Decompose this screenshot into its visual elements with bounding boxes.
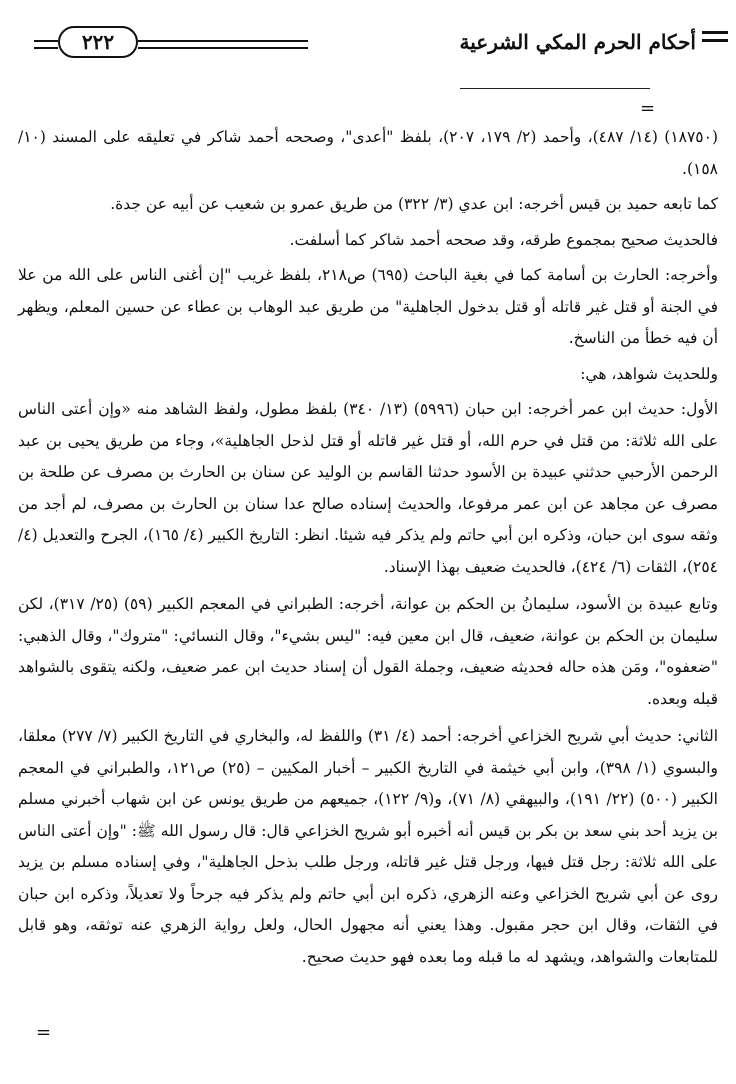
footnote-continuation-marker: = bbox=[640, 98, 656, 119]
paragraph: وللحديث شواهد، هي: bbox=[580, 364, 718, 383]
page-header bbox=[0, 0, 736, 80]
running-title: أحكام الحرم المكي الشرعية bbox=[459, 30, 696, 54]
page-number: ٢٢٢ bbox=[58, 26, 138, 58]
footnote-body bbox=[18, 122, 718, 977]
paragraph: وأخرجه: الحارث بن أسامة كما في بغية الباحث (٦٩٥) ص٢١٨، بلفظ غريب "إن أغنى الناس على الله من علا في الجنة أو قتل غير قاتله أو قتل بدخول الجاهلية" من طريق عبد الوهاب بن عطاء عن حسين المعلم، ويظهر أن فيه خطأ من الناسخ. bbox=[18, 266, 718, 347]
paragraph: وتابع عبيدة بن الأسود، سليمانُ بن الحكم بن عوانة، أخرجه: الطبراني في المعجم الكبير (٥٩) (٢٥/ ٣١٧)، لكن سليمان بن الحكم بن عوانة، ضعيف، قال ابن معين فيه: "ليس بشيء"، وقال النسائي: "متروك"، وقال الذهبي: "ضعفوه"، ومَن هذه حاله فحديثه ضعيف، وجملة القول أن إسناد حديث ابن عمر ضعيف، ولكنه يتقوى بالشواهد قبله وبعده. bbox=[18, 595, 718, 708]
paragraph: فالحديث صحيح بمجموع طرقه، وقد صححه أحمد شاكر كما أسلفت. bbox=[289, 230, 718, 249]
footnote-separator bbox=[460, 88, 650, 89]
paragraph: الأول: حديث ابن عمر أخرجه: ابن حبان (٥٩٩٦) (١٣/ ٣٤٠) بلفظ مطول، ولفظ الشاهد منه «وإن أعتى الناس على الله ثلاثة: من قتل في حرم الله، أو قتل غير قاتله أو قتل لذحل الجاهلية»، وجاء من طريق يحيى بن عبد الرحمن الأرحبي حدثني عبيدة بن الأسود حدثنا القاسم بن الوليد عن سنان بن الحارث بن مصرف عن طلحة بن مصرف عن مجاهد عن ابن عمر مرفوعا، والحديث إسناده صالح عدا سنان بن الحارث بن مصرف، لم أجد من وثقه سوى ابن حبان، وذكره ابن أبي حاتم ولم يذكر فيه شيئا. انظر: التاريخ الكبير (٤/ ١٦٥)، الجرح والتعديل (٤/ ٢٥٤)، الثقات (٦/ ٤٢٤)، فالحديث ضعيف بهذا الإسناد. bbox=[18, 400, 719, 576]
paragraph: (١٨٧٥٠) (١٤/ ٤٨٧)، وأحمد (٢/ ١٧٩، ٢٠٧)، بلفظ "أعدى"، وصححه أحمد شاكر في تعليقه على المسند (١٠/ ١٥٨). bbox=[18, 128, 719, 178]
paragraph: كما تابعه حميد بن قيس أخرجه: ابن عدي (٣/ ٣٢٢) من طريق عمرو بن شعيب عن أبيه عن جدة. bbox=[110, 195, 718, 213]
header-rule bbox=[138, 40, 308, 49]
footnote-end-marker: = bbox=[36, 1022, 52, 1043]
paragraph: الثاني: حديث أبي شريح الخزاعي أخرجه: أحمد (٤/ ٣١) واللفظ له، والبخاري في التاريخ الكبير (٧/ ٢٧٧) معلقا، والبسوي (١/ ٣٩٨)، وابن أبي خيثمة في التاريخ الكبير – أخبار المكيين – (٢٥) ص١٢١، والطبراني في المعجم الكبير (٥٠٠) (٢٢/ ١٩١)، والبيهقي (٨/ ٧١)، و(٩/ ١٢٢)، جميعهم من طريق يونس عن ابن شهاب أخبرني مسلم بن يزيد أحد بني سعد بن بكر بن قيس أنه أخبره أبو شريح الخزاعي قال: قال رسول الله ﷺ: "وإن أعتى الناس على الله ثلاثة: رجل قتل فيها، ورجل قتل غير قاتله، ورجل طلب بذحل الجاهلية"، وفي إسناده مسلم بن يزيد روى عن أبي شريح الخزاعي وعنه الزهري، ذكره ابن أبي حاتم ولم يذكر فيه جرحاً ولا تعديلاً، وذكره ابن حبان في الثقات، وقال ابن حجر مقبول. وهذا يعني أنه مجهول الحال، ولعل رواية الزهري عنه توثقه، وهو قابل للمتابعات والشواهد، ويشهد له ما قبله وما بعده فهو حديث صحيح. bbox=[18, 727, 719, 966]
header-ornament bbox=[702, 31, 728, 42]
header-rule-left bbox=[34, 40, 58, 49]
